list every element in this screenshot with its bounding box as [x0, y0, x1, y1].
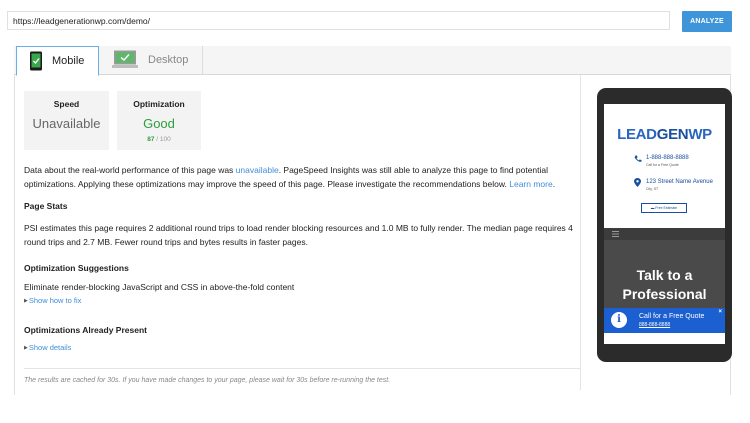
show-how-to-fix-link[interactable]	[24, 296, 81, 305]
unavailable-link[interactable]: unavailable	[235, 165, 279, 175]
close-icon[interactable]: ×	[718, 309, 722, 315]
optimization-suggestions-heading: Optimization Suggestions	[24, 263, 129, 273]
page-stats-text: PSI estimates this page requires 2 additional round trips to load render blocking resources and 1.0 MB to fully render. The median page requires 4 round trips and 2.7 MB. Fewer round trips and bytes results in faster pages.	[24, 223, 573, 247]
tab-mobile-label: Mobile	[52, 55, 85, 67]
cta-phone: 888-888-8888	[639, 322, 671, 328]
analyze-button[interactable]: ANALYZE	[682, 11, 732, 32]
cache-note: The results are cached for 30s. If you have made changes to your page, please wait for 30s before re-running the test.	[24, 377, 391, 384]
tab-desktop[interactable]	[100, 46, 203, 75]
hero-headline	[604, 266, 725, 304]
suggestion-item: Eliminate render-blocking JavaScript and CSS in above-the-fold content	[24, 282, 295, 292]
cta-text: Call for a Free Quote	[639, 313, 705, 320]
phone-call-icon	[634, 155, 642, 163]
mobile-preview-screen	[604, 104, 725, 344]
site-hero	[604, 240, 725, 308]
site-phone-number: 1-888-888-8888	[646, 155, 689, 161]
expand-arrow-icon: ▶	[24, 298, 28, 304]
learn-more-link[interactable]: Learn more	[509, 178, 553, 189]
tab-mobile[interactable]	[16, 46, 99, 76]
intro-text-1: Data about the real-world performance of this page was	[24, 165, 236, 175]
free-estimate-button[interactable]	[641, 203, 687, 213]
location-pin-icon	[634, 178, 641, 187]
page-stats-heading: Page Stats	[24, 201, 68, 211]
show-how-to-fix-label: Show how to fix	[28, 296, 82, 305]
site-nav-bar	[604, 228, 725, 240]
optimization-value: Good	[143, 116, 175, 131]
tab-desktop-label: Desktop	[148, 54, 189, 66]
show-details-link[interactable]	[24, 343, 71, 352]
logo-wp: WP	[688, 126, 712, 143]
intro-text-2: . PageSpeed Insights was still able to analyze this page to find potential optimizations. Applying these optimizations may improve the speed of this page. Please investigate the recommendations below.	[24, 165, 549, 189]
chat-icon: ▬	[650, 206, 655, 210]
optimization-score-max: / 100	[156, 136, 171, 143]
device-tab-strip	[14, 46, 731, 75]
show-details-label: Show details	[28, 343, 72, 352]
mobile-preview-frame	[597, 88, 732, 362]
hero-line-1: Talk to a	[636, 267, 693, 283]
menu-icon	[612, 231, 619, 237]
speed-title: Speed	[53, 99, 80, 109]
expand-arrow-icon: ▶	[24, 345, 28, 351]
optimization-score-box	[117, 91, 201, 150]
panel-divider	[580, 75, 581, 390]
logo-lead: LEAD	[617, 126, 657, 143]
optimization-score-number: 87	[147, 136, 155, 143]
call-cta-banner[interactable]	[604, 308, 725, 333]
logo-gen: GEN	[656, 126, 689, 143]
info-icon: i	[611, 312, 627, 328]
speed-score-box	[24, 91, 109, 150]
site-address: 123 Street Name Avenue	[646, 179, 713, 185]
site-address-sub: City, ST	[646, 187, 659, 191]
site-phone-sub: Call for a Free Quote	[646, 163, 679, 167]
hero-line-2: Professional	[622, 286, 707, 302]
speed-value: Unavailable	[32, 116, 101, 131]
optimization-score	[117, 136, 201, 143]
desktop-icon	[112, 50, 138, 70]
site-logo	[604, 126, 725, 143]
optimization-title: Optimization	[133, 99, 185, 109]
url-input[interactable]	[7, 11, 670, 30]
intro-paragraph	[24, 164, 579, 191]
phone-icon	[29, 51, 43, 71]
intro-text-3: .	[552, 178, 556, 189]
free-estimate-label: Free Estimate	[655, 206, 678, 210]
optimizations-present-heading: Optimizations Already Present	[24, 325, 147, 335]
footer-divider	[24, 368, 580, 369]
